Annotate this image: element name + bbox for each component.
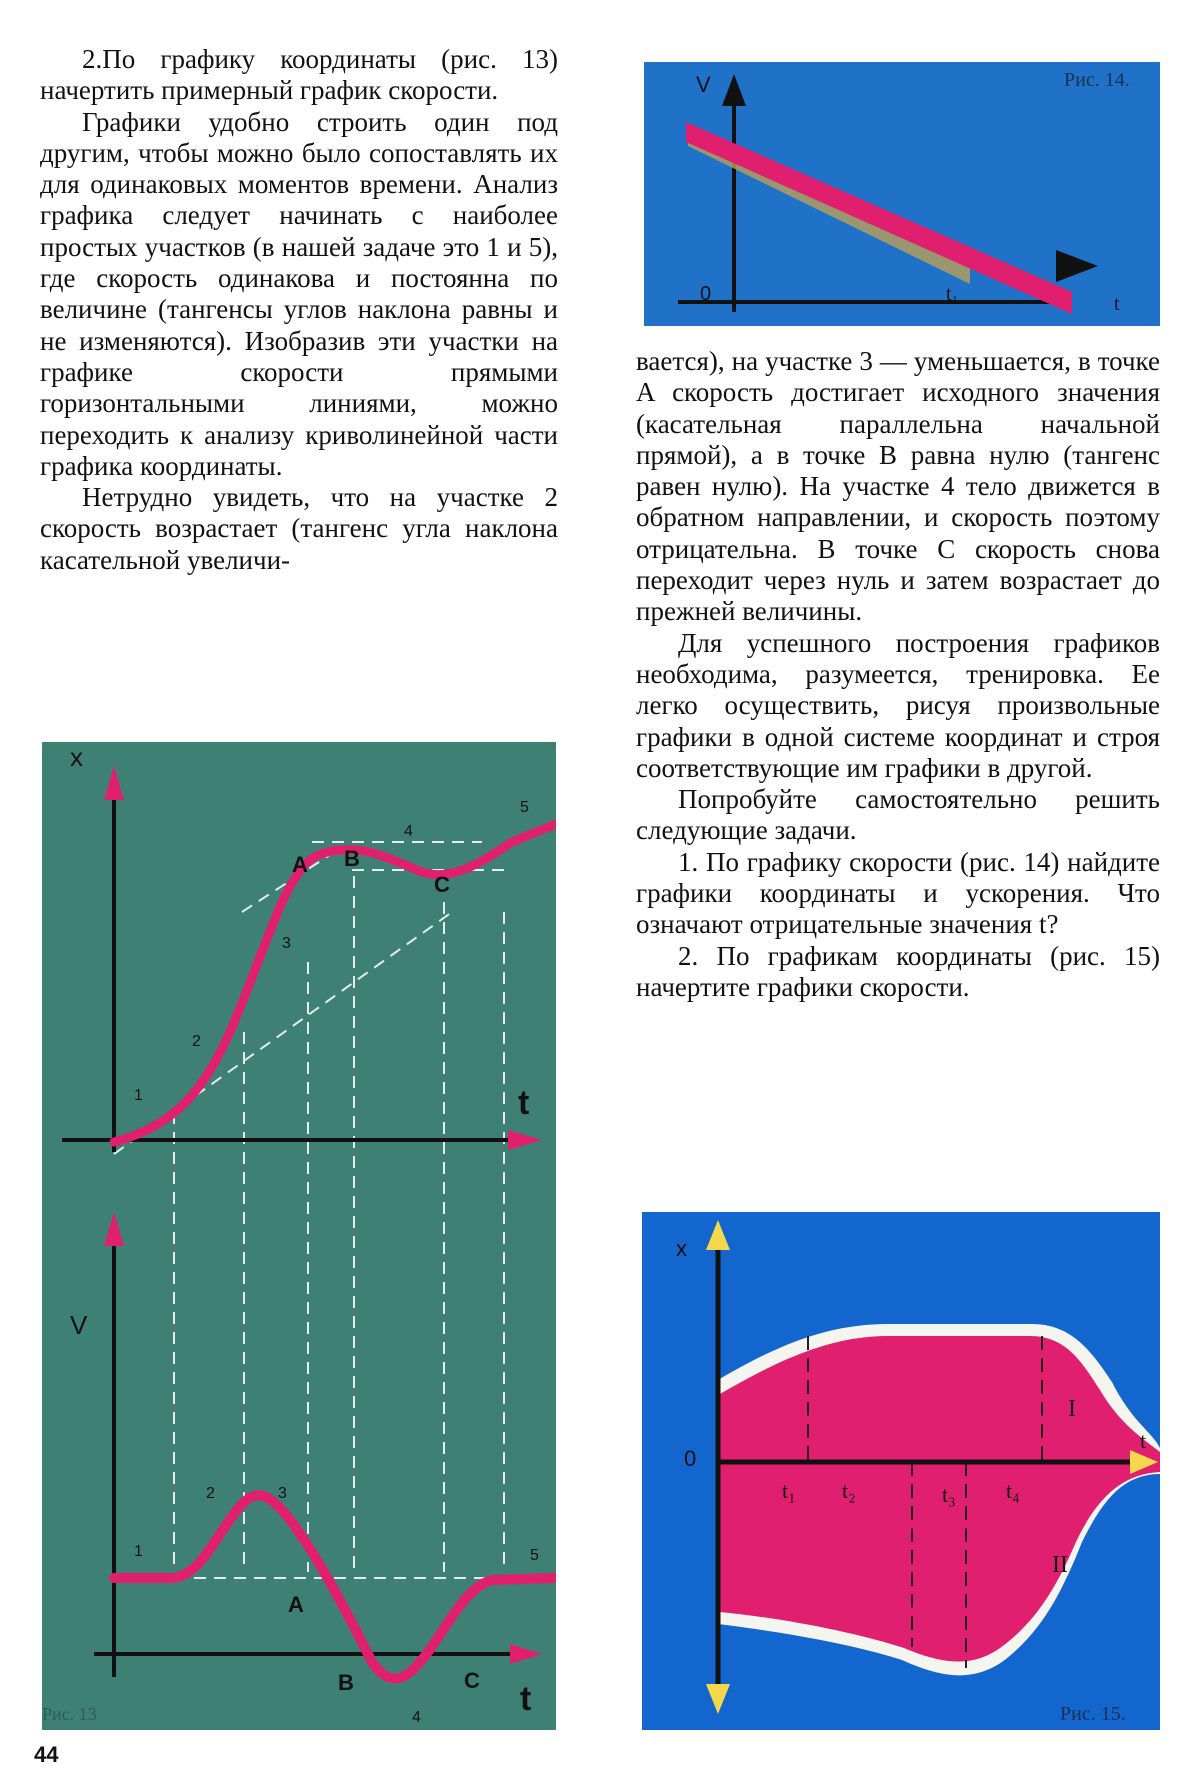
segment-2-label: 2 (192, 1033, 201, 1050)
y-axis-bottom-arrow-icon (706, 1684, 730, 1714)
coordinate-curve (114, 824, 556, 1142)
figure-14-graph (644, 62, 1160, 326)
v-point-b-label: B (338, 1670, 354, 1695)
figure-caption: Рис. 15. (1060, 1703, 1126, 1725)
bottom-y-label: V (70, 1310, 88, 1340)
exercise-1-paragraph: 1. По графику скорости (рис. 14) найдите графики координаты и ускорения. Что означают отрицательные значения t? (636, 846, 1160, 940)
left-text-column (40, 44, 558, 576)
right-text-column (636, 346, 1160, 1003)
v-segment-5-label: 5 (530, 1547, 539, 1564)
t4-label: t₄ (1006, 1478, 1020, 1503)
task-2-paragraph: 2.По графику координаты (рис. 13) начертить примерный график скорости. (40, 44, 558, 106)
segment-1-label: 1 (134, 1087, 143, 1104)
v-segment-3-label: 3 (278, 1485, 287, 1502)
x-axis-label: t (1140, 1428, 1147, 1453)
segment-3-label: 3 (282, 935, 291, 952)
page-number: 44 (34, 1742, 59, 1767)
bottom-x-label: t (520, 1680, 532, 1718)
x-axis-label: t (1114, 293, 1120, 315)
region-2-label: II (1052, 1552, 1068, 1578)
figure-15-graph (642, 1212, 1160, 1730)
v-segment-2-label: 2 (206, 1485, 215, 1502)
figure-13 (42, 742, 556, 1730)
t1-label: t₁ (782, 1478, 796, 1503)
v-segment-4-label: 4 (412, 1709, 421, 1726)
segment-4-label: 4 (404, 823, 413, 840)
y-axis-arrow-icon (722, 74, 746, 106)
origin-label: 0 (684, 1446, 697, 1471)
figure-15 (642, 1212, 1160, 1730)
point-a-label: A (292, 852, 308, 877)
text-paragraph: Для успешного построения графиков необходима, разумеется, тренировка. Ее легко осуществить, рисуя произвольные графики в одной системе координат и строя соответствующие им графики в другой. (636, 627, 1160, 783)
point-c-label: C (434, 872, 450, 897)
top-y-arrow-icon (104, 766, 124, 800)
x-axis-arrow-icon (1056, 250, 1098, 282)
guide-lines (114, 842, 504, 1578)
velocity-curve (114, 1495, 556, 1678)
text-paragraph: Попробуйте самостоятельно решить следующие задачи. (636, 784, 1160, 846)
exercise-2-paragraph: 2. По графикам координаты (рис. 15) начертите графики скорости. (636, 940, 1160, 1002)
segment-5-label: 5 (520, 799, 529, 816)
figure-caption: Рис. 13 (42, 1704, 97, 1724)
region-1-label: I (1068, 1396, 1076, 1422)
top-x-label: t (518, 1084, 530, 1122)
bottom-y-arrow-icon (104, 1212, 124, 1246)
point-b-label: B (344, 846, 360, 871)
text-paragraph: Нетрудно увидеть, что на участке 2 скорость возрастает (тангенс угла наклона касательной увеличи- (40, 482, 558, 575)
top-y-label: x (70, 742, 83, 772)
origin-label: 0 (700, 283, 712, 305)
y-axis-label: V (696, 72, 711, 97)
top-x-arrow-icon (508, 1130, 542, 1150)
text-paragraph: вается), на участке 3 — уменьшается, в точке A скорость достигает исходного значения (касательная параллельна начальной прямой), а в точке B равна нулю (тангенс равен нулю). На участке 4 тело движется в обратном направлении, и скорость поэтому отрицательна. В точке C скорость снова переходит через нуль и затем возрастает до прежней величины. (636, 346, 1160, 627)
v-segment-1-label: 1 (134, 1543, 143, 1560)
v-point-c-label: C (464, 1668, 480, 1693)
t2-label: t₂ (842, 1478, 856, 1503)
t3-label: t₃ (942, 1482, 956, 1507)
figure-caption: Рис. 14. (1064, 69, 1130, 91)
v-point-a-label: A (288, 1592, 304, 1617)
figure-14 (644, 62, 1160, 326)
velocity-line (686, 122, 1072, 314)
t1-label: t₁ (946, 283, 959, 305)
text-paragraph: Графики удобно строить один под другим, чтобы можно было сопоставлять их для одинаковых моментов времени. Анализ графика следует начинать с наиболее простых участков (в нашей задаче это 1 и 5), где скорость одинакова и постоянна по величине (тангенсы углов наклона равны и не изменяются). Изобразив эти участки на графике скорости прямыми горизонтальными линиями, можно переходить к анализу криволинейной части графика координаты. (40, 106, 558, 481)
figure-13-graphs (42, 742, 556, 1730)
bottom-x-arrow-icon (510, 1644, 542, 1664)
y-axis-label: x (676, 1236, 687, 1261)
y-axis-top-arrow-icon (706, 1220, 730, 1250)
